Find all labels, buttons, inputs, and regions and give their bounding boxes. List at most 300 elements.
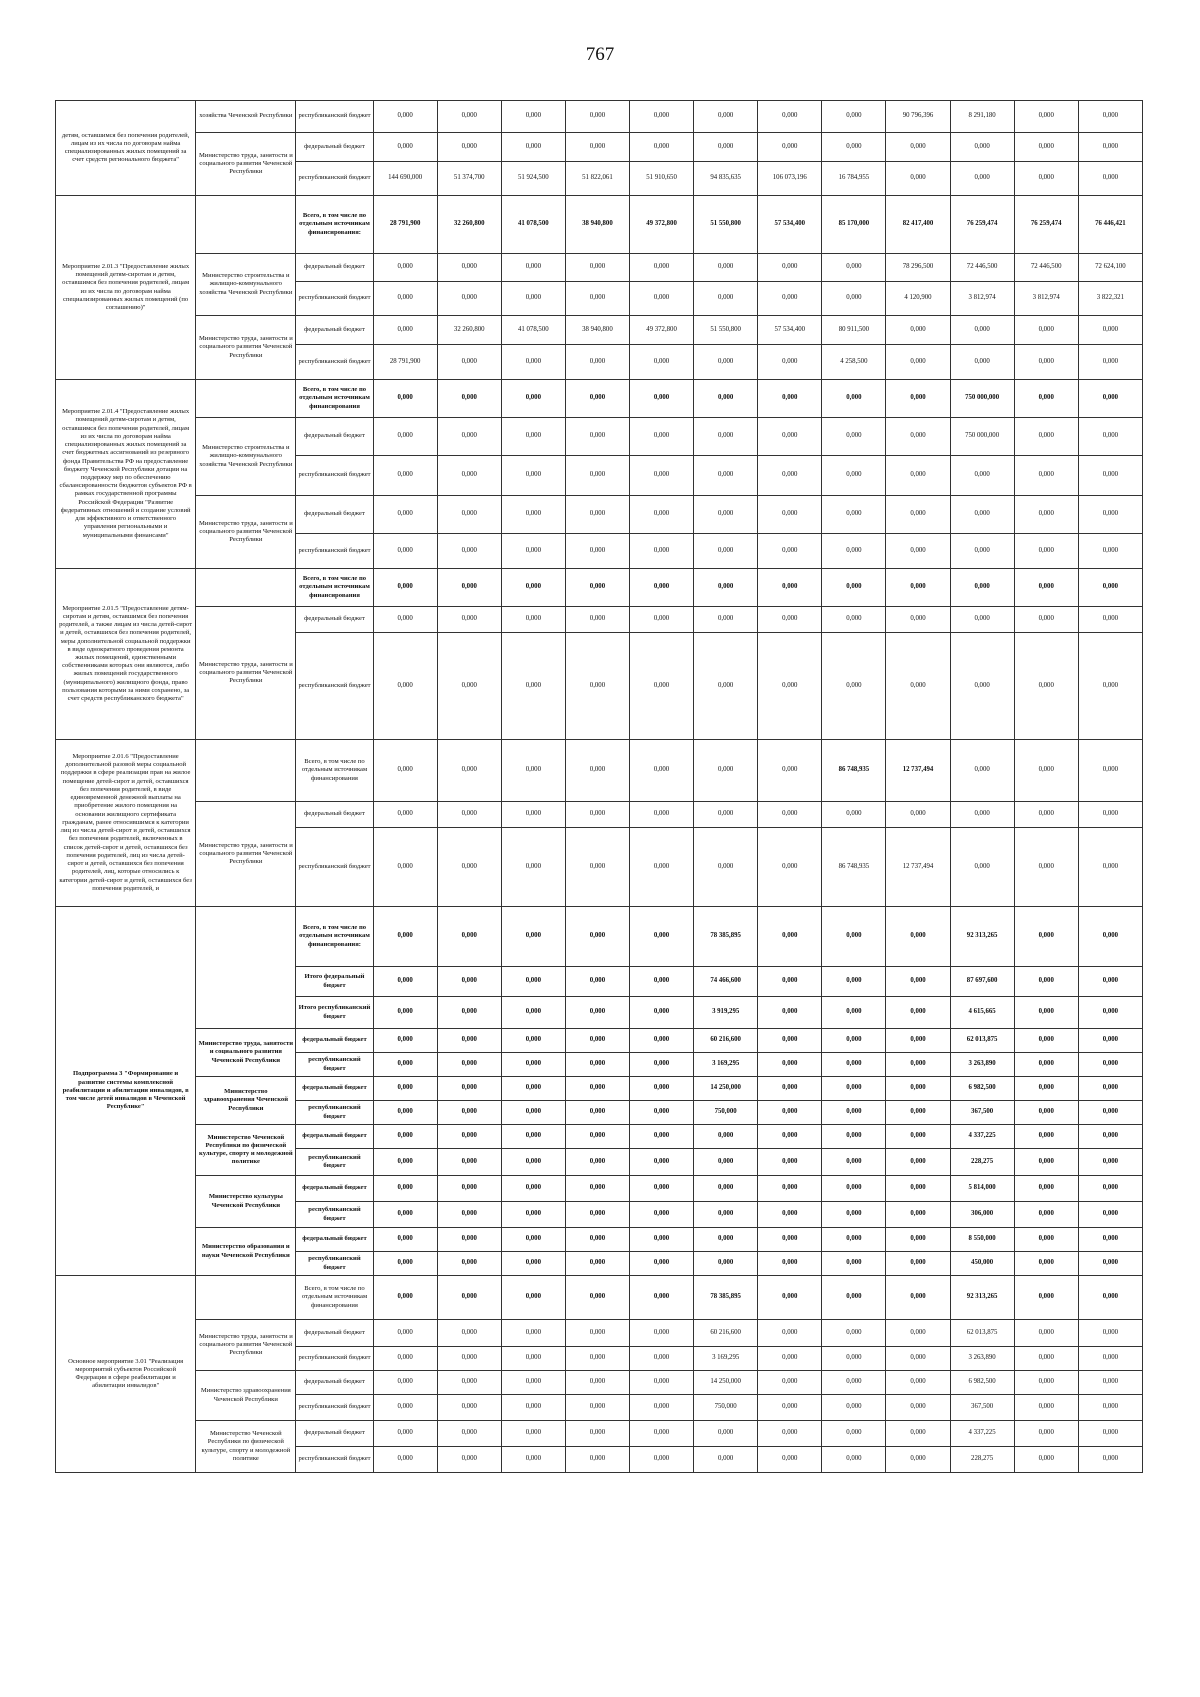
table-row xyxy=(56,1371,1143,1395)
amount-cell: 0,000 xyxy=(1014,802,1078,828)
amount-cell: 0,000 xyxy=(1078,1320,1142,1347)
amount-cell: 0,000 xyxy=(1078,607,1142,633)
amount-cell: 0,000 xyxy=(822,607,886,633)
amount-cell: 0,000 xyxy=(822,1101,886,1125)
amount-cell: 0,000 xyxy=(822,1125,886,1149)
amount-cell: 3 263,890 xyxy=(950,1053,1014,1077)
funding-source-cell: республиканский бюджет xyxy=(296,534,373,569)
amount-cell: 0,000 xyxy=(886,1276,950,1320)
amount-cell: 0,000 xyxy=(950,133,1014,162)
amount-cell: 51 910,650 xyxy=(630,162,694,196)
amount-cell: 0,000 xyxy=(501,740,565,802)
amount-cell: 0,000 xyxy=(822,496,886,534)
amount-cell: 0,000 xyxy=(1014,1176,1078,1202)
amount-cell: 62 013,875 xyxy=(950,1320,1014,1347)
funding-source-cell: федеральный бюджет xyxy=(296,1029,373,1053)
amount-cell: 0,000 xyxy=(694,456,758,496)
amount-cell: 78 296,500 xyxy=(886,254,950,282)
amount-cell: 0,000 xyxy=(758,1077,822,1101)
amount-cell: 0,000 xyxy=(437,345,501,380)
amount-cell: 0,000 xyxy=(1078,569,1142,607)
amount-cell: 4 120,900 xyxy=(886,282,950,316)
funding-source-cell: республиканский бюджет xyxy=(296,633,373,740)
amount-cell: 0,000 xyxy=(565,1228,629,1252)
amount-cell: 0,000 xyxy=(373,1228,437,1252)
amount-cell: 78 385,895 xyxy=(694,907,758,967)
amount-cell: 0,000 xyxy=(758,345,822,380)
amount-cell: 94 835,635 xyxy=(694,162,758,196)
amount-cell: 0,000 xyxy=(1014,418,1078,456)
amount-cell: 0,000 xyxy=(694,1252,758,1276)
funding-source-cell: республиканский бюджет xyxy=(296,1149,373,1176)
funding-source-cell: Всего, в том числе по отдельным источникам финансирования xyxy=(296,380,373,418)
amount-cell: 0,000 xyxy=(565,1320,629,1347)
amount-cell: 3 263,890 xyxy=(950,1347,1014,1371)
agency-cell: Министерство Чеченской Республики по физической культуре, спорту и молодежной политике xyxy=(196,1421,296,1473)
amount-cell: 0,000 xyxy=(758,1252,822,1276)
funding-source-cell: федеральный бюджет xyxy=(296,1228,373,1252)
amount-cell: 0,000 xyxy=(501,345,565,380)
amount-cell: 0,000 xyxy=(565,907,629,967)
amount-cell: 0,000 xyxy=(758,1276,822,1320)
table-row xyxy=(56,1176,1143,1202)
amount-cell: 0,000 xyxy=(886,1029,950,1053)
amount-cell: 3 812,974 xyxy=(950,282,1014,316)
amount-cell: 0,000 xyxy=(886,607,950,633)
table-row xyxy=(56,1276,1143,1320)
agency-cell: Министерство труда, занятости и социального развития Чеченской Республики xyxy=(196,1320,296,1371)
amount-cell: 0,000 xyxy=(501,456,565,496)
amount-cell: 0,000 xyxy=(630,802,694,828)
amount-cell: 60 216,600 xyxy=(694,1029,758,1053)
amount-cell: 0,000 xyxy=(501,1202,565,1228)
amount-cell: 0,000 xyxy=(437,1320,501,1347)
amount-cell: 76 446,421 xyxy=(1078,196,1142,254)
event-name-cell: Мероприятие 2.01.6 "Предоставление дополнительной разовой меры социальной поддержки в сфере реализации прав на жилое помещение детей-сирот и детей, оставшихся без попечения родителей, в виде единовременной денежной выплаты на приобретение жилого помещения на основании жилищного сертификата гражданам, ранее относившимся к категории лиц из числа детей-сирот и детей, оставшихся без попечения родителей, включенных в список детей-сирот и детей, оставшихся без попечения родителей, лиц из числа детей-сирот и детей, оставшихся без попечения родителей, лиц, которые относились к категории детей-сирот и детей, оставшихся без попечения родителей, и xyxy=(56,740,196,907)
amount-cell: 0,000 xyxy=(886,997,950,1029)
table-row xyxy=(56,496,1143,534)
amount-cell: 0,000 xyxy=(373,282,437,316)
amount-cell: 0,000 xyxy=(758,907,822,967)
amount-cell: 0,000 xyxy=(373,828,437,907)
funding-source-cell: федеральный бюджет xyxy=(296,607,373,633)
agency-cell: Министерство Чеченской Республики по физической культуре, спорту и молодежной политике xyxy=(196,1125,296,1176)
amount-cell: 0,000 xyxy=(758,534,822,569)
budget-table xyxy=(55,100,1143,1473)
amount-cell: 0,000 xyxy=(565,1347,629,1371)
amount-cell: 0,000 xyxy=(501,1176,565,1202)
amount-cell: 0,000 xyxy=(437,1447,501,1473)
amount-cell: 0,000 xyxy=(694,534,758,569)
amount-cell: 0,000 xyxy=(1014,1101,1078,1125)
amount-cell: 0,000 xyxy=(373,1029,437,1053)
amount-cell: 0,000 xyxy=(758,1176,822,1202)
amount-cell: 0,000 xyxy=(886,496,950,534)
amount-cell: 0,000 xyxy=(694,828,758,907)
amount-cell: 0,000 xyxy=(437,740,501,802)
amount-cell: 0,000 xyxy=(886,534,950,569)
amount-cell: 32 260,800 xyxy=(437,196,501,254)
amount-cell: 0,000 xyxy=(758,967,822,997)
amount-cell: 0,000 xyxy=(758,1053,822,1077)
amount-cell: 0,000 xyxy=(886,1320,950,1347)
amount-cell: 0,000 xyxy=(886,802,950,828)
amount-cell: 49 372,800 xyxy=(630,316,694,345)
agency-cell xyxy=(196,907,296,1029)
amount-cell: 0,000 xyxy=(822,1029,886,1053)
amount-cell: 0,000 xyxy=(630,1029,694,1053)
amount-cell: 0,000 xyxy=(694,1149,758,1176)
amount-cell: 0,000 xyxy=(1014,907,1078,967)
amount-cell: 0,000 xyxy=(758,1447,822,1473)
amount-cell: 0,000 xyxy=(758,254,822,282)
amount-cell: 0,000 xyxy=(950,534,1014,569)
amount-cell: 0,000 xyxy=(1014,1149,1078,1176)
amount-cell: 0,000 xyxy=(950,345,1014,380)
amount-cell: 0,000 xyxy=(1078,133,1142,162)
amount-cell: 0,000 xyxy=(373,254,437,282)
amount-cell: 0,000 xyxy=(501,418,565,456)
amount-cell: 0,000 xyxy=(886,380,950,418)
amount-cell: 0,000 xyxy=(565,282,629,316)
amount-cell: 0,000 xyxy=(630,496,694,534)
amount-cell: 0,000 xyxy=(694,133,758,162)
amount-cell: 0,000 xyxy=(437,1077,501,1101)
amount-cell: 0,000 xyxy=(501,1077,565,1101)
amount-cell: 51 924,500 xyxy=(501,162,565,196)
amount-cell: 0,000 xyxy=(373,607,437,633)
agency-cell xyxy=(196,740,296,802)
amount-cell: 0,000 xyxy=(501,633,565,740)
amount-cell: 0,000 xyxy=(501,534,565,569)
amount-cell: 0,000 xyxy=(630,1053,694,1077)
amount-cell: 0,000 xyxy=(565,1053,629,1077)
amount-cell: 0,000 xyxy=(694,496,758,534)
amount-cell: 4 615,665 xyxy=(950,997,1014,1029)
amount-cell: 0,000 xyxy=(950,740,1014,802)
amount-cell: 0,000 xyxy=(758,101,822,133)
amount-cell: 0,000 xyxy=(758,133,822,162)
amount-cell: 0,000 xyxy=(501,1447,565,1473)
amount-cell: 750 000,000 xyxy=(950,418,1014,456)
amount-cell: 0,000 xyxy=(501,1101,565,1125)
amount-cell: 0,000 xyxy=(1078,802,1142,828)
amount-cell: 0,000 xyxy=(373,967,437,997)
amount-cell: 0,000 xyxy=(437,907,501,967)
amount-cell: 0,000 xyxy=(501,496,565,534)
amount-cell: 3 169,295 xyxy=(694,1053,758,1077)
amount-cell: 0,000 xyxy=(630,1320,694,1347)
amount-cell: 0,000 xyxy=(565,254,629,282)
table-row xyxy=(56,1077,1143,1101)
amount-cell: 0,000 xyxy=(373,1053,437,1077)
amount-cell: 0,000 xyxy=(886,1101,950,1125)
amount-cell: 0,000 xyxy=(1078,496,1142,534)
agency-cell: Министерство труда, занятости и социального развития Чеченской Республики xyxy=(196,133,296,196)
funding-source-cell: федеральный бюджет xyxy=(296,254,373,282)
funding-source-cell: республиканский бюджет xyxy=(296,456,373,496)
amount-cell: 90 796,396 xyxy=(886,101,950,133)
amount-cell: 0,000 xyxy=(437,1395,501,1421)
funding-source-cell: республиканский бюджет xyxy=(296,1447,373,1473)
amount-cell: 0,000 xyxy=(437,607,501,633)
amount-cell: 0,000 xyxy=(1014,1421,1078,1447)
amount-cell: 51 374,700 xyxy=(437,162,501,196)
amount-cell: 0,000 xyxy=(694,1421,758,1447)
amount-cell: 0,000 xyxy=(501,802,565,828)
amount-cell: 0,000 xyxy=(1078,828,1142,907)
amount-cell: 0,000 xyxy=(1078,1395,1142,1421)
amount-cell: 76 259,474 xyxy=(950,196,1014,254)
agency-cell: Министерство труда, занятости и социального развития Чеченской Республики xyxy=(196,1029,296,1077)
table-row xyxy=(56,133,1143,162)
amount-cell: 0,000 xyxy=(565,1252,629,1276)
amount-cell: 0,000 xyxy=(630,569,694,607)
amount-cell: 0,000 xyxy=(501,1228,565,1252)
amount-cell: 0,000 xyxy=(501,1371,565,1395)
event-name-cell: Мероприятие 2.01.4 "Предоставление жилых помещений детям-сиротам и детям, оставшимся без попечения родителей, лицам из их числа по договорам найма специализированных жилых помещений за счет бюджетных ассигнований из резервного фонда Правительства РФ на предоставление бюджету Чеченской Республики дотации на поддержку мер по обеспечению сбалансированности бюджетов субъектов РФ в рамках государственной программы Российской Федерации "Развитие федеративных отношений и создание условий для эффективного и ответственного управления региональными и муниципальными финансами" xyxy=(56,380,196,569)
agency-cell: Министерство труда, занятости и социального развития Чеченской Республики xyxy=(196,316,296,380)
amount-cell: 0,000 xyxy=(886,1176,950,1202)
amount-cell: 0,000 xyxy=(630,828,694,907)
amount-cell: 0,000 xyxy=(694,802,758,828)
amount-cell: 144 690,000 xyxy=(373,162,437,196)
event-name-cell: Мероприятие 2.01.5 "Предоставление детям-сиротам и детям, оставшимся без попечения родителей, а также лицам из числа детей-сирот и детей, оставшихся без попечения родителей, меры дополнительной социальной поддержки в виде однократного проведения ремонта жилых помещений, единственными собственниками которых они являются, либо жилых помещений государственного (муниципального) жилищного фонда, право пользования которыми за ними сохранено, за счет средств республиканского бюджета" xyxy=(56,569,196,740)
amount-cell: 0,000 xyxy=(1014,1395,1078,1421)
amount-cell: 0,000 xyxy=(630,633,694,740)
funding-source-cell: Всего, в том числе по отдельным источникам финансирования xyxy=(296,1276,373,1320)
amount-cell: 0,000 xyxy=(822,1202,886,1228)
amount-cell: 0,000 xyxy=(1014,133,1078,162)
amount-cell: 0,000 xyxy=(822,997,886,1029)
amount-cell: 0,000 xyxy=(822,254,886,282)
amount-cell: 0,000 xyxy=(373,1125,437,1149)
funding-source-cell: федеральный бюджет xyxy=(296,418,373,456)
amount-cell: 0,000 xyxy=(437,1029,501,1053)
amount-cell: 0,000 xyxy=(501,133,565,162)
amount-cell: 0,000 xyxy=(694,1202,758,1228)
amount-cell: 0,000 xyxy=(437,633,501,740)
amount-cell: 0,000 xyxy=(630,534,694,569)
amount-cell: 0,000 xyxy=(822,907,886,967)
amount-cell: 0,000 xyxy=(437,1053,501,1077)
amount-cell: 228,275 xyxy=(950,1149,1014,1176)
amount-cell: 0,000 xyxy=(373,1276,437,1320)
amount-cell: 0,000 xyxy=(886,1202,950,1228)
table-row xyxy=(56,418,1143,456)
amount-cell: 0,000 xyxy=(950,569,1014,607)
agency-cell: Министерство здравоохранения Чеченской Республики xyxy=(196,1077,296,1125)
amount-cell: 72 624,100 xyxy=(1078,254,1142,282)
amount-cell: 0,000 xyxy=(565,740,629,802)
amount-cell: 0,000 xyxy=(1014,1077,1078,1101)
amount-cell: 0,000 xyxy=(501,997,565,1029)
amount-cell: 0,000 xyxy=(565,1077,629,1101)
amount-cell: 0,000 xyxy=(1078,1252,1142,1276)
amount-cell: 0,000 xyxy=(886,633,950,740)
amount-cell: 0,000 xyxy=(1014,997,1078,1029)
amount-cell: 0,000 xyxy=(501,1029,565,1053)
amount-cell: 0,000 xyxy=(694,1228,758,1252)
amount-cell: 0,000 xyxy=(630,380,694,418)
amount-cell: 0,000 xyxy=(630,345,694,380)
funding-source-cell: республиканский бюджет xyxy=(296,1395,373,1421)
funding-source-cell: республиканский бюджет xyxy=(296,1101,373,1125)
amount-cell: 0,000 xyxy=(565,456,629,496)
amount-cell: 0,000 xyxy=(694,418,758,456)
amount-cell: 0,000 xyxy=(373,1421,437,1447)
funding-source-cell: Всего, в том числе по отдельным источникам финансирования: xyxy=(296,907,373,967)
amount-cell: 367,500 xyxy=(950,1101,1014,1125)
amount-cell: 0,000 xyxy=(437,997,501,1029)
amount-cell: 0,000 xyxy=(822,1395,886,1421)
amount-cell: 0,000 xyxy=(565,1447,629,1473)
amount-cell: 0,000 xyxy=(565,802,629,828)
amount-cell: 60 216,600 xyxy=(694,1320,758,1347)
amount-cell: 51 550,800 xyxy=(694,316,758,345)
amount-cell: 0,000 xyxy=(630,997,694,1029)
table-row xyxy=(56,1029,1143,1053)
table-row xyxy=(56,254,1143,282)
agency-cell: Министерство здравоохранения Чеченской Республики xyxy=(196,1371,296,1421)
amount-cell: 0,000 xyxy=(1014,1447,1078,1473)
amount-cell: 0,000 xyxy=(758,1371,822,1395)
amount-cell: 0,000 xyxy=(501,569,565,607)
amount-cell: 92 313,265 xyxy=(950,907,1014,967)
amount-cell: 4 337,225 xyxy=(950,1125,1014,1149)
amount-cell: 0,000 xyxy=(373,1149,437,1176)
amount-cell: 0,000 xyxy=(694,607,758,633)
amount-cell: 0,000 xyxy=(822,569,886,607)
amount-cell: 0,000 xyxy=(373,1371,437,1395)
amount-cell: 0,000 xyxy=(373,907,437,967)
amount-cell: 0,000 xyxy=(565,633,629,740)
amount-cell: 0,000 xyxy=(630,1371,694,1395)
amount-cell: 0,000 xyxy=(822,1320,886,1347)
amount-cell: 0,000 xyxy=(822,1421,886,1447)
amount-cell: 0,000 xyxy=(1014,607,1078,633)
amount-cell: 0,000 xyxy=(630,282,694,316)
amount-cell: 0,000 xyxy=(1078,101,1142,133)
amount-cell: 0,000 xyxy=(437,1347,501,1371)
amount-cell: 0,000 xyxy=(758,1320,822,1347)
amount-cell: 0,000 xyxy=(565,496,629,534)
event-name-cell: Основное мероприятие 3.01 "Реализация мероприятий субъектов Российской Федерации в сфере реабилитации и абилитации инвалидов" xyxy=(56,1276,196,1473)
amount-cell: 0,000 xyxy=(758,1202,822,1228)
amount-cell: 0,000 xyxy=(822,802,886,828)
amount-cell: 0,000 xyxy=(886,1125,950,1149)
amount-cell: 0,000 xyxy=(1014,1228,1078,1252)
amount-cell: 0,000 xyxy=(1078,162,1142,196)
amount-cell: 0,000 xyxy=(437,1149,501,1176)
amount-cell: 0,000 xyxy=(694,1447,758,1473)
amount-cell: 0,000 xyxy=(694,1125,758,1149)
amount-cell: 0,000 xyxy=(373,316,437,345)
amount-cell: 0,000 xyxy=(822,1053,886,1077)
amount-cell: 0,000 xyxy=(565,1101,629,1125)
amount-cell: 0,000 xyxy=(565,607,629,633)
amount-cell: 0,000 xyxy=(950,162,1014,196)
agency-cell: хозяйства Чеченской Республики xyxy=(196,101,296,133)
table-row xyxy=(56,1228,1143,1252)
amount-cell: 0,000 xyxy=(373,633,437,740)
amount-cell: 0,000 xyxy=(886,456,950,496)
amount-cell: 0,000 xyxy=(501,1125,565,1149)
agency-cell: Министерство труда, занятости и социального развития Чеченской Республики xyxy=(196,802,296,907)
table-row xyxy=(56,1421,1143,1447)
amount-cell: 6 982,500 xyxy=(950,1371,1014,1395)
amount-cell: 0,000 xyxy=(565,534,629,569)
amount-cell: 0,000 xyxy=(822,418,886,456)
amount-cell: 0,000 xyxy=(886,418,950,456)
amount-cell: 0,000 xyxy=(758,633,822,740)
amount-cell: 0,000 xyxy=(437,1276,501,1320)
amount-cell: 0,000 xyxy=(1078,1029,1142,1053)
amount-cell: 0,000 xyxy=(630,1421,694,1447)
amount-cell: 0,000 xyxy=(565,345,629,380)
funding-source-cell: республиканский бюджет xyxy=(296,1202,373,1228)
amount-cell: 0,000 xyxy=(758,1149,822,1176)
amount-cell: 0,000 xyxy=(437,133,501,162)
amount-cell: 0,000 xyxy=(1014,496,1078,534)
amount-cell: 0,000 xyxy=(1014,1252,1078,1276)
amount-cell: 0,000 xyxy=(950,802,1014,828)
table-row xyxy=(56,740,1143,802)
amount-cell: 0,000 xyxy=(1078,1125,1142,1149)
amount-cell: 0,000 xyxy=(1078,1347,1142,1371)
amount-cell: 0,000 xyxy=(565,1149,629,1176)
amount-cell: 0,000 xyxy=(886,1347,950,1371)
amount-cell: 0,000 xyxy=(1014,534,1078,569)
amount-cell: 0,000 xyxy=(630,1125,694,1149)
amount-cell: 0,000 xyxy=(565,418,629,456)
amount-cell: 0,000 xyxy=(565,1125,629,1149)
event-name-cell: Подпрограмма 3 "Формирование и развитие системы комплексной реабилитации и абилитации инвалидов, в том числе детей инвалидов в Чеченской Республике" xyxy=(56,907,196,1276)
amount-cell: 0,000 xyxy=(1014,1202,1078,1228)
funding-source-cell: республиканский бюджет xyxy=(296,162,373,196)
amount-cell: 0,000 xyxy=(437,967,501,997)
amount-cell: 12 737,494 xyxy=(886,740,950,802)
amount-cell: 0,000 xyxy=(1014,633,1078,740)
amount-cell: 367,500 xyxy=(950,1395,1014,1421)
amount-cell: 0,000 xyxy=(1014,101,1078,133)
amount-cell: 74 466,600 xyxy=(694,967,758,997)
amount-cell: 0,000 xyxy=(630,1276,694,1320)
amount-cell: 0,000 xyxy=(1014,1053,1078,1077)
amount-cell: 0,000 xyxy=(886,1421,950,1447)
table-row xyxy=(56,802,1143,828)
amount-cell: 0,000 xyxy=(822,967,886,997)
amount-cell: 0,000 xyxy=(822,1347,886,1371)
amount-cell: 0,000 xyxy=(437,282,501,316)
amount-cell: 0,000 xyxy=(886,345,950,380)
amount-cell: 0,000 xyxy=(373,1176,437,1202)
amount-cell: 0,000 xyxy=(1014,1029,1078,1053)
amount-cell: 41 078,500 xyxy=(501,196,565,254)
amount-cell: 8 550,000 xyxy=(950,1228,1014,1252)
amount-cell: 0,000 xyxy=(501,1395,565,1421)
amount-cell: 0,000 xyxy=(437,101,501,133)
amount-cell: 228,275 xyxy=(950,1447,1014,1473)
amount-cell: 0,000 xyxy=(565,1371,629,1395)
amount-cell: 0,000 xyxy=(950,633,1014,740)
amount-cell: 0,000 xyxy=(437,1228,501,1252)
amount-cell: 0,000 xyxy=(822,1077,886,1101)
table-row xyxy=(56,196,1143,254)
amount-cell: 32 260,800 xyxy=(437,316,501,345)
amount-cell: 0,000 xyxy=(501,254,565,282)
amount-cell: 0,000 xyxy=(1078,456,1142,496)
